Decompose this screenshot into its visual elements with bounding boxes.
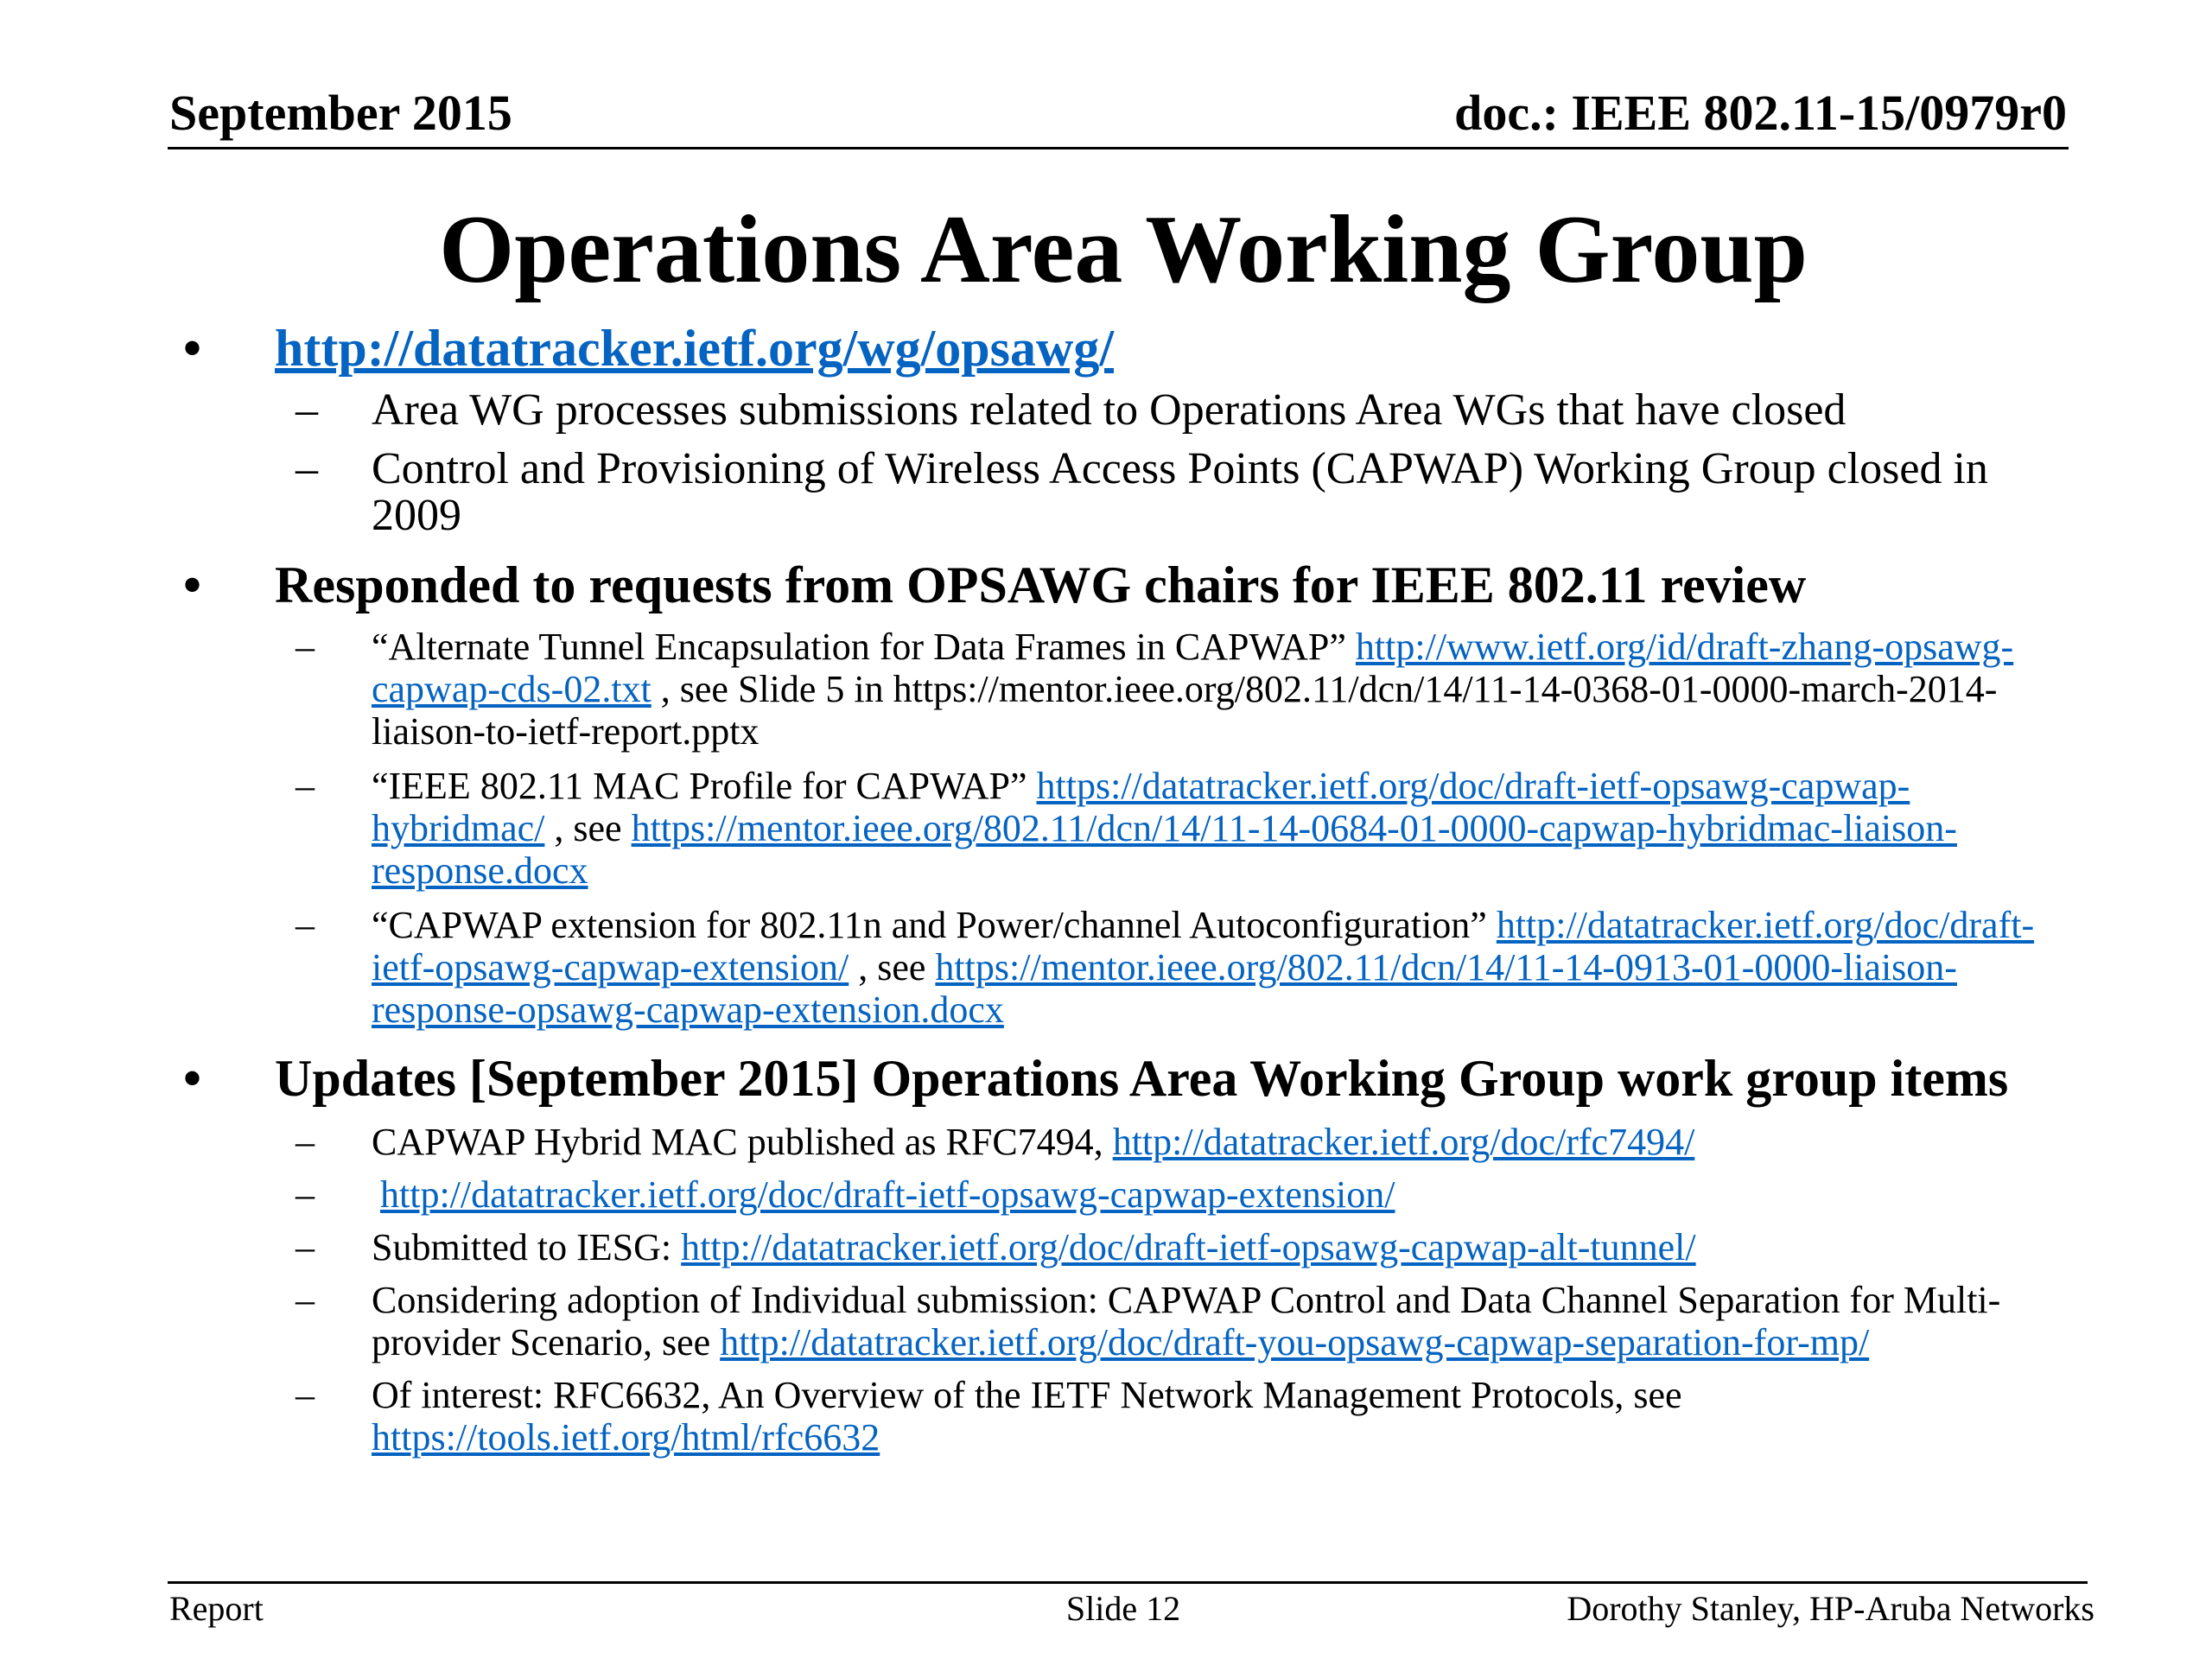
update-item-text: Submitted to IESG:: [372, 1226, 682, 1268]
footer-author: Dorothy Stanley, HP-Aruba Networks: [1567, 1589, 2094, 1628]
slide-body: [181, 321, 2082, 1459]
update-item-iesg: [181, 1226, 2082, 1268]
slide-title: Operations Area Working Group: [439, 196, 1808, 303]
review-item-alt-tunnel: [181, 626, 2082, 753]
review-item-capwap-extension: [181, 904, 2082, 1031]
dash-marker: –: [296, 1279, 315, 1321]
bullet-marker: •: [183, 320, 202, 377]
review-item-quote: “CAPWAP extension for 802.11n and Power/channel Autoconfiguration”: [372, 904, 1497, 946]
bullet-responded: [181, 558, 2082, 612]
update-item-text: CAPWAP Hybrid MAC published as RFC7494,: [372, 1121, 1113, 1163]
dash-marker: –: [296, 626, 315, 668]
review-item-quote: “Alternate Tunnel Encapsulation for Data Frames in CAPWAP”: [372, 626, 1356, 668]
sub-item-text: Area WG processes submissions related to Operations Area WGs that have closed: [372, 385, 1847, 435]
review-item-rest: , see Slide 5 in https://mentor.ieee.org/802.11/dcn/14/11-14-0368-01-0000-march-2014-liaison-to-ietf-report.pptx: [372, 668, 1998, 753]
capwap-alt-tunnel-link[interactable]: http://datatracker.ietf.org/doc/draft-ietf-opsawg-capwap-alt-tunnel/: [681, 1226, 1696, 1268]
review-item-see: , see: [544, 807, 632, 849]
dash-marker: –: [296, 765, 315, 807]
update-item-rfc6632: [181, 1374, 2082, 1459]
bullet-heading: Responded to requests from OPSAWG chairs for IEEE 802.11 review: [275, 556, 1807, 613]
sub-item-capwap-closed: [181, 446, 2082, 539]
capwap-extension-link[interactable]: http://datatracker.ietf.org/doc/draft-ietf-opsawg-capwap-extension/: [380, 1173, 1395, 1216]
header-divider: [168, 147, 2069, 149]
update-item-text: Considering adoption of Individual submission: CAPWAP Control and Data Channel Separation for Multi-provider Scenario, see: [372, 1279, 2001, 1363]
rfc7494-link[interactable]: http://datatracker.ietf.org/doc/rfc7494/: [1112, 1121, 1695, 1163]
alt-tunnel-draft-link[interactable]: http://www.ietf.org/id/draft-zhang-opsawg-capwap-cds-02.txt: [372, 626, 2014, 710]
update-item-text: Of interest: RFC6632, An Overview of the IETF Network Management Protocols, see: [372, 1374, 1682, 1416]
footer-slide-number: Slide 12: [1065, 1589, 1181, 1628]
rfc6632-link[interactable]: https://tools.ietf.org/html/rfc6632: [372, 1416, 880, 1459]
dash-marker: –: [296, 1374, 315, 1416]
update-item-rfc7494: [181, 1121, 2082, 1163]
bullet-marker: •: [183, 1050, 202, 1107]
capwap-separation-link[interactable]: http://datatracker.ietf.org/doc/draft-you-opsawg-capwap-separation-for-mp/: [720, 1321, 1870, 1363]
review-item-see: , see: [849, 946, 936, 988]
dash-marker: –: [296, 904, 315, 946]
dash-marker: –: [296, 1226, 315, 1268]
dash-marker: –: [296, 444, 318, 493]
sub-item-text: Control and Provisioning of Wireless Access Points (CAPWAP) Working Group closed in 2009: [372, 444, 1988, 540]
bullet-marker: •: [183, 556, 202, 613]
capwap-extension-draft-link[interactable]: http://datatracker.ietf.org/doc/draft-ietf-opsawg-capwap-extension/: [372, 904, 2035, 988]
bullet-updates: [181, 1052, 2082, 1105]
bullet-opsawg-link: [181, 321, 2082, 375]
capwap-extension-liaison-link[interactable]: https://mentor.ieee.org/802.11/dcn/14/11-14-0913-01-0000-liaison-response-opsawg-capwap-extension.docx: [372, 946, 1957, 1031]
bullet-heading: Updates [September 2015] Operations Area Working Group work group items: [275, 1050, 2009, 1107]
footer-report-label: Report: [169, 1589, 264, 1628]
sub-item-area-wg: [181, 387, 2082, 434]
hybridmac-draft-link[interactable]: https://datatracker.ietf.org/doc/draft-ietf-opsawg-capwap-hybridmac/: [372, 765, 1910, 849]
review-item-quote: “IEEE 802.11 MAC Profile for CAPWAP”: [372, 765, 1037, 807]
opsawg-wg-link[interactable]: http://datatracker.ietf.org/wg/opsawg/: [275, 320, 1115, 377]
header-doc-id: doc.: IEEE 802.11-15/0979r0: [1454, 85, 2067, 141]
update-item-capwap-extension: [181, 1173, 2082, 1216]
hybridmac-liaison-link[interactable]: https://mentor.ieee.org/802.11/dcn/14/11-14-0684-01-0000-capwap-hybridmac-liaison-response.docx: [372, 807, 1957, 892]
review-item-hybridmac: [181, 765, 2082, 892]
header-date: September 2015: [169, 85, 512, 141]
update-item-separation: [181, 1279, 2082, 1363]
dash-marker: –: [296, 1121, 315, 1163]
dash-marker: –: [296, 1173, 315, 1216]
footer-divider: [168, 1581, 2088, 1584]
dash-marker: –: [296, 385, 318, 435]
